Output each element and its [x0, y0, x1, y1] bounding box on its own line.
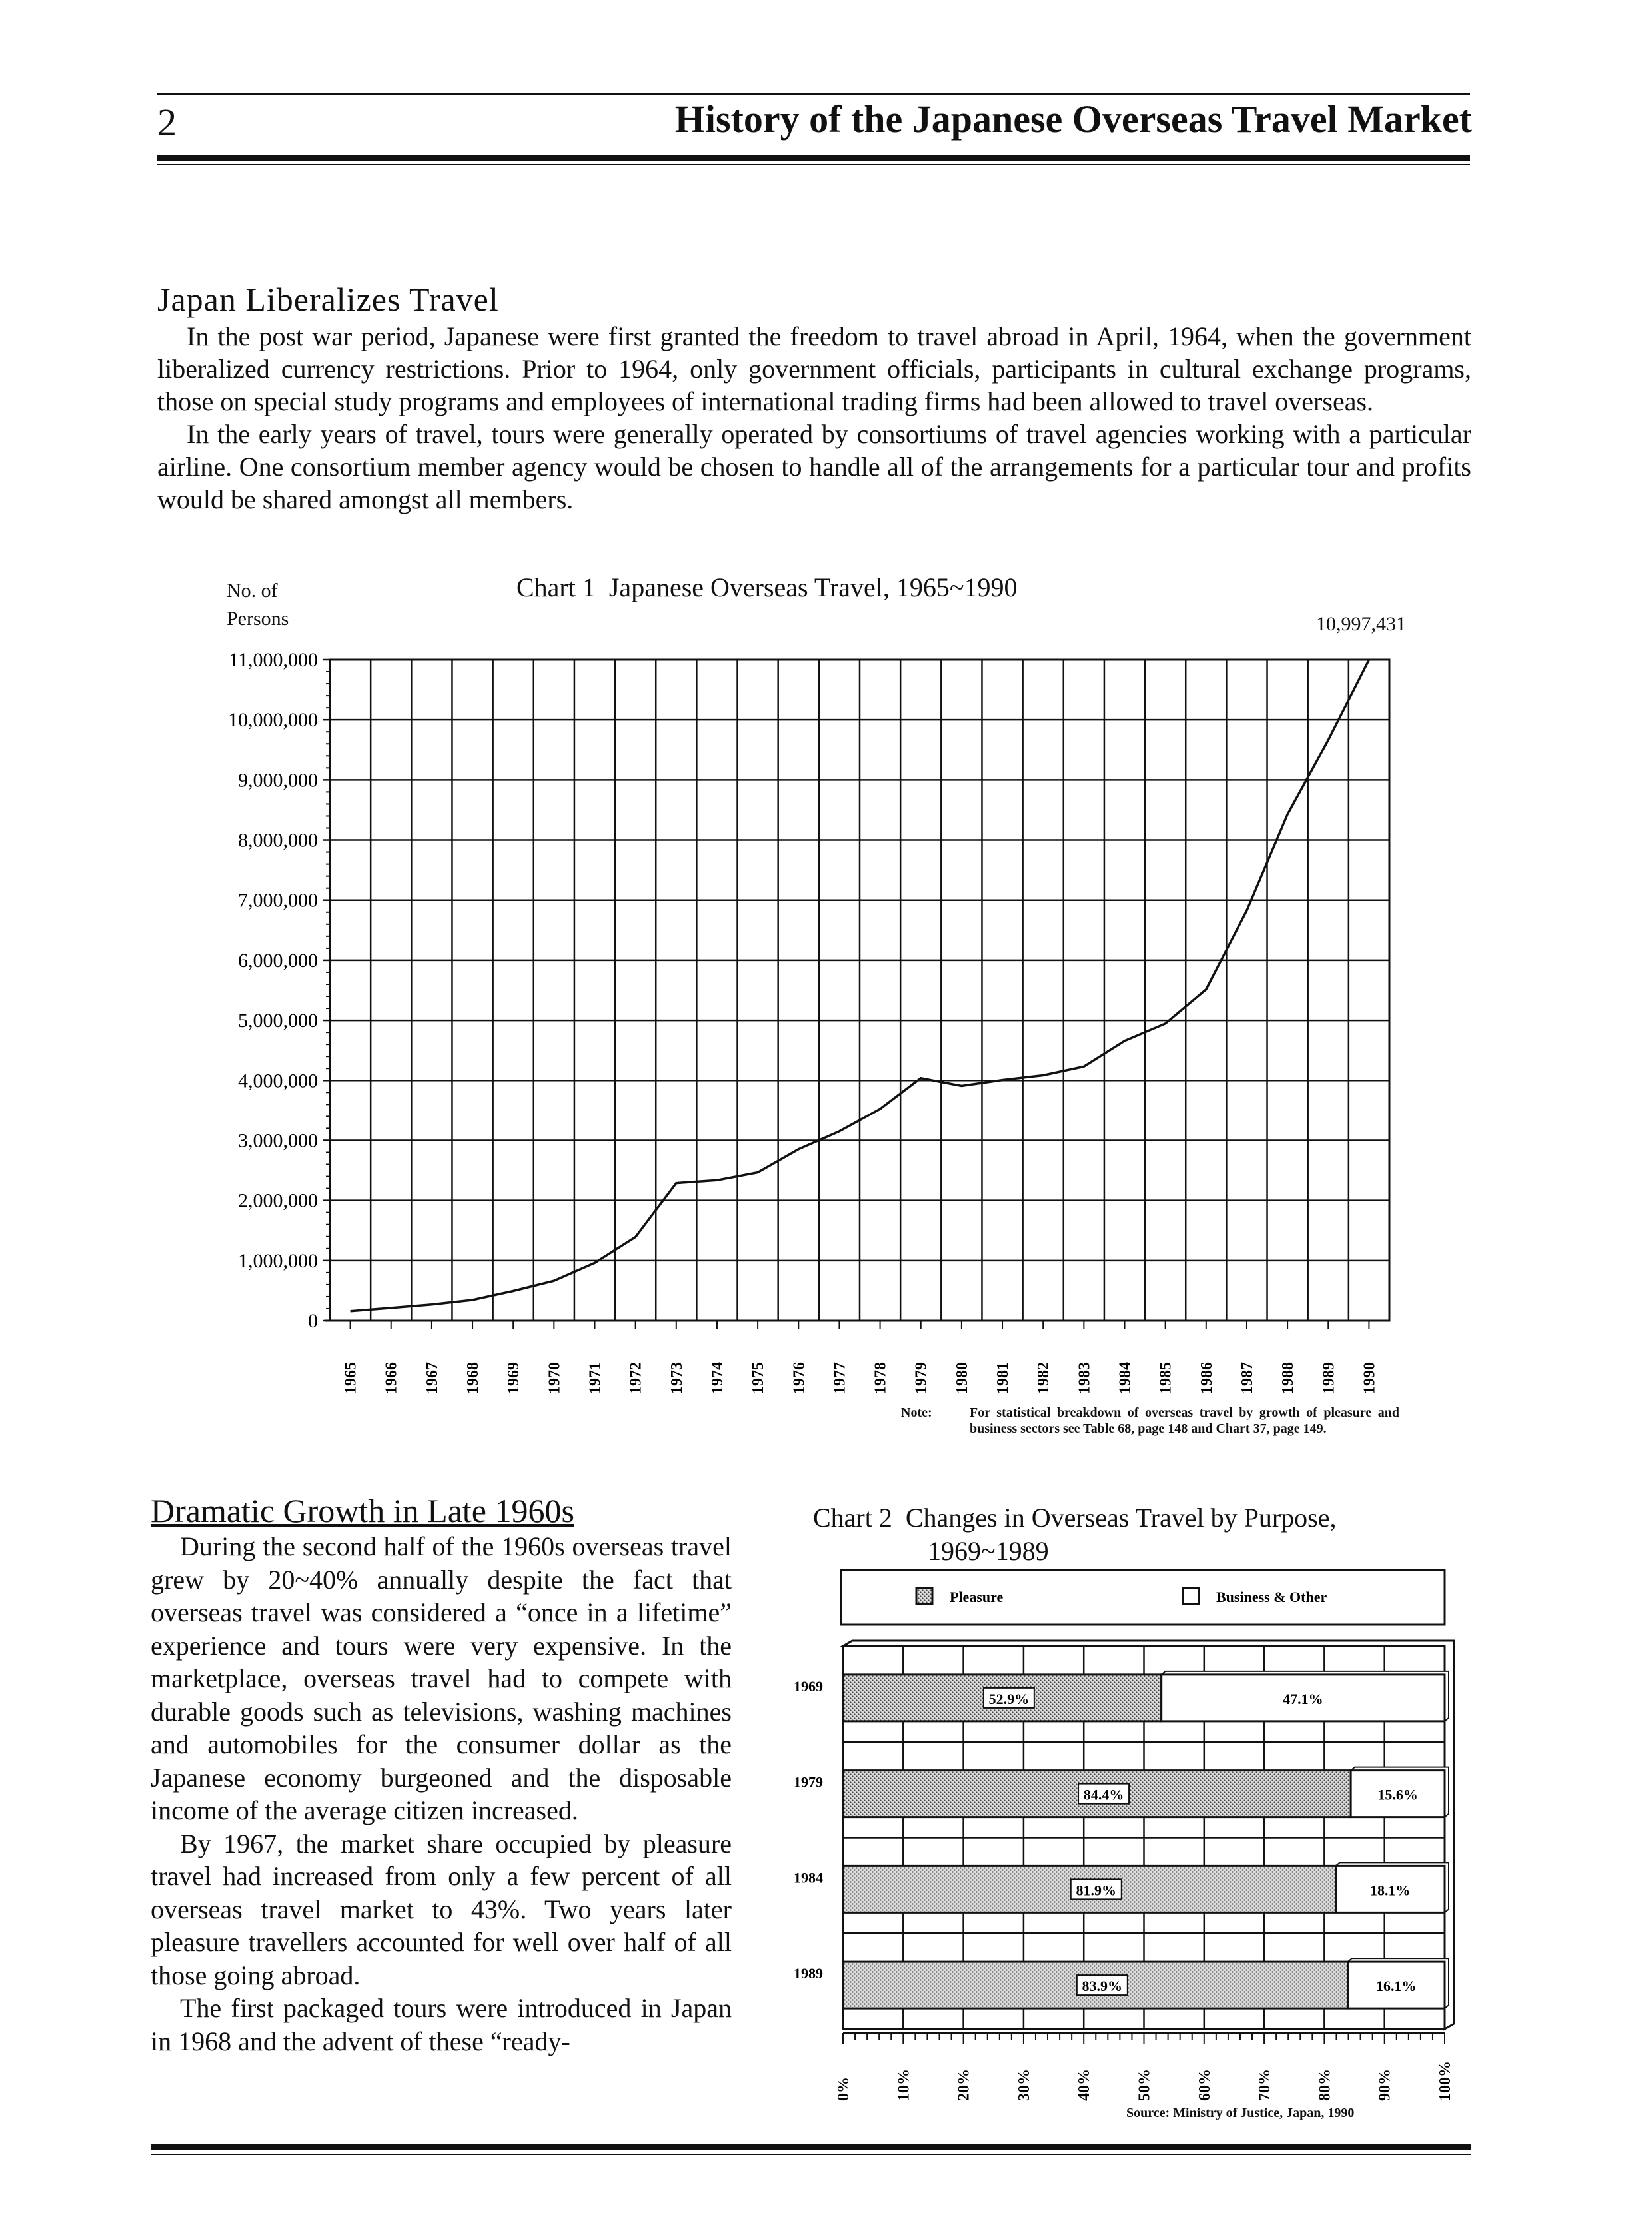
chart2-legend-swatch-business: [1183, 1588, 1199, 1604]
footer-rule-thin: [151, 2154, 1471, 2155]
chart1-xtick-label: 1968: [464, 1362, 482, 1394]
chart2-xtick-label: 0%: [835, 2077, 852, 2101]
footer-rule-thick: [151, 2144, 1471, 2150]
chart2-data-label-pleasure: 84.4%: [1083, 1786, 1124, 1803]
chart1-xtick-label: 1974: [708, 1362, 726, 1394]
chart1-xtick-label: 1988: [1279, 1362, 1297, 1394]
chart1-xtick-label: 1981: [994, 1362, 1012, 1394]
chart1-ytick-label: 8,000,000: [238, 829, 318, 852]
section1-paragraph-2: In the early years of travel, tours were generally operated by consortiums of travel agencies working with a particular airline. One consortium member agency would be chosen to handle all of the arrangements for a particular tour and profits would be shared amongst all members.: [157, 419, 1471, 514]
section-heading-dramatic-growth: Dramatic Growth in Late 1960s: [151, 1492, 574, 1529]
chart2-category-label: 1984: [794, 1869, 823, 1886]
running-title: History of the Japanese Overseas Travel Market: [674, 97, 1472, 141]
chart2-legend-swatch-pleasure: [916, 1588, 932, 1604]
chart1-xtick-label: 1965: [342, 1362, 360, 1394]
chart1-title: Chart 1 Japanese Overseas Travel, 1965~1990: [516, 572, 1018, 602]
chart2-data-label-business: 47.1%: [1283, 1690, 1323, 1707]
chart2-xtick-label: 90%: [1376, 2069, 1394, 2101]
chart1-xtick-label: 1973: [668, 1362, 686, 1394]
chart1-xtick-label: 1976: [790, 1362, 808, 1394]
chart1-xtick-label: 1966: [383, 1362, 401, 1394]
chart1-note-text: For statistical breakdown of overseas travel by growth of pleasure and business sectors see Table 68, page 148 and Chart 37, page 149.: [970, 1405, 1399, 1436]
chart2-data-label-business: 18.1%: [1370, 1882, 1411, 1899]
chart1-xtick-label: 1971: [586, 1362, 604, 1394]
chart1-xtick-label: 1987: [1238, 1362, 1256, 1394]
chart2-data-label-business: 15.6%: [1377, 1786, 1418, 1803]
chart1-ytick-label: 10,000,000: [228, 709, 318, 732]
chart1-xtick-label: 1982: [1035, 1362, 1053, 1394]
chart1-ytick-label: 9,000,000: [238, 769, 318, 792]
chart1-end-label: 10,997,431: [1316, 613, 1406, 635]
chart2-category-label: 1969: [794, 1677, 823, 1695]
section1-paragraph-1: In the post war period, Japanese were first granted the freedom to travel abroad in April, 1964, when the government liberalized currency restrictions. Prior to 1964, only government officials, participants in cultural exchange programs, those on special study programs and employees of international trading firms had been allowed to travel overseas.: [157, 321, 1471, 416]
chart1-xtick-label: 1978: [872, 1362, 890, 1394]
chart2-source: Source: Ministry of Justice, Japan, 1990: [1126, 2106, 1355, 2120]
chart1-xtick-label: 1972: [627, 1362, 645, 1394]
chart2-title-line1: Chart 2 Changes in Overseas Travel by Purpose,: [813, 1503, 1337, 1533]
chart1-xtick-label: 1980: [953, 1362, 971, 1394]
chart2-data-label-pleasure: 81.9%: [1076, 1882, 1117, 1899]
section-heading-liberalizes: Japan Liberalizes Travel: [157, 281, 499, 318]
chart1-xtick-label: 1990: [1361, 1362, 1379, 1394]
chart2-xtick-label: 60%: [1196, 2069, 1214, 2101]
section2-paragraph-2: By 1967, the market share occupied by pleasure travel had increased from only a few percent of all overseas travel market to 43%. Two years later pleasure travellers accounted for well over half of all those going abroad.: [151, 1828, 732, 1990]
chart1-ytick-label: 6,000,000: [238, 949, 318, 972]
chart2-xtick-label: 10%: [895, 2069, 913, 2101]
chart1-xtick-label: 1986: [1198, 1362, 1216, 1394]
chart2-title-line2: 1969~1989: [928, 1536, 1049, 1566]
chart2-xtick-label: 50%: [1136, 2069, 1154, 2101]
chart2-xtick-label: 40%: [1076, 2069, 1094, 2101]
chart1-xtick-label: 1984: [1116, 1362, 1134, 1394]
chart2-data-label-business: 16.1%: [1376, 1978, 1417, 1995]
chart2-xtick-label: 30%: [1015, 2069, 1033, 2101]
chart1-xtick-label: 1985: [1157, 1362, 1175, 1394]
chart1-ytick-label: 3,000,000: [238, 1129, 318, 1152]
chart2-xtick-label: 20%: [955, 2069, 973, 2101]
chart2-data-label-pleasure: 52.9%: [988, 1690, 1030, 1707]
chart2-xtick-label: 70%: [1256, 2069, 1274, 2101]
chart2-legend-label-business: Business & Other: [1216, 1589, 1327, 1605]
page-number: 2: [157, 101, 177, 144]
chart1-ylabel-line2: Persons: [227, 608, 289, 630]
chart1-xtick-label: 1979: [912, 1362, 930, 1394]
chart1-xtick-label: 1975: [750, 1362, 768, 1394]
chart1-xtick-label: 1977: [831, 1362, 849, 1394]
chart2-data-label-pleasure: 83.9%: [1082, 1978, 1123, 1995]
chart1-xtick-label: 1983: [1076, 1362, 1094, 1394]
chart1-ytick-label: 0: [308, 1310, 318, 1332]
chart1-xtick-label: 1967: [423, 1362, 441, 1394]
chart1-ytick-label: 4,000,000: [238, 1070, 318, 1092]
chart1-xtick-label: 1969: [505, 1362, 523, 1394]
chart1-xtick-label: 1989: [1320, 1362, 1338, 1394]
chart1-ytick-label: 7,000,000: [238, 889, 318, 912]
chart2-xtick-label: 80%: [1316, 2069, 1334, 2101]
chart2-category-label: 1989: [794, 1965, 823, 1982]
chart1-ytick-label: 1,000,000: [238, 1249, 318, 1272]
chart2-legend-label-pleasure: Pleasure: [950, 1589, 1004, 1605]
chart1-ytick-label: 5,000,000: [238, 1010, 318, 1032]
chart2-category-label: 1979: [794, 1773, 823, 1791]
chart1-xtick-label: 1970: [546, 1362, 564, 1394]
chart2-xtick-label: 100%: [1437, 2061, 1454, 2101]
chart1-note-label: Note:: [901, 1405, 932, 1420]
chart1-ytick-label: 2,000,000: [238, 1189, 318, 1212]
chart1-ylabel-line1: No. of: [227, 580, 278, 602]
section2-paragraph-3: The first packaged tours were introduced in Japan in 1968 and the advent of these “ready-: [151, 1993, 732, 2056]
section2-paragraph-1: During the second half of the 1960s overseas travel grew by 20~40% annually despite the fact that overseas travel was considered a “once in a lifetime” experience and tours were very expensive. In the marketplace, overseas travel had to compete with durable goods such as televisions, washing machines and automobiles for the consumer dollar as the Japanese economy burgeoned and the disposable income of the average citizen increased.: [151, 1531, 732, 1825]
chart1-ytick-label: 11,000,000: [229, 649, 318, 671]
